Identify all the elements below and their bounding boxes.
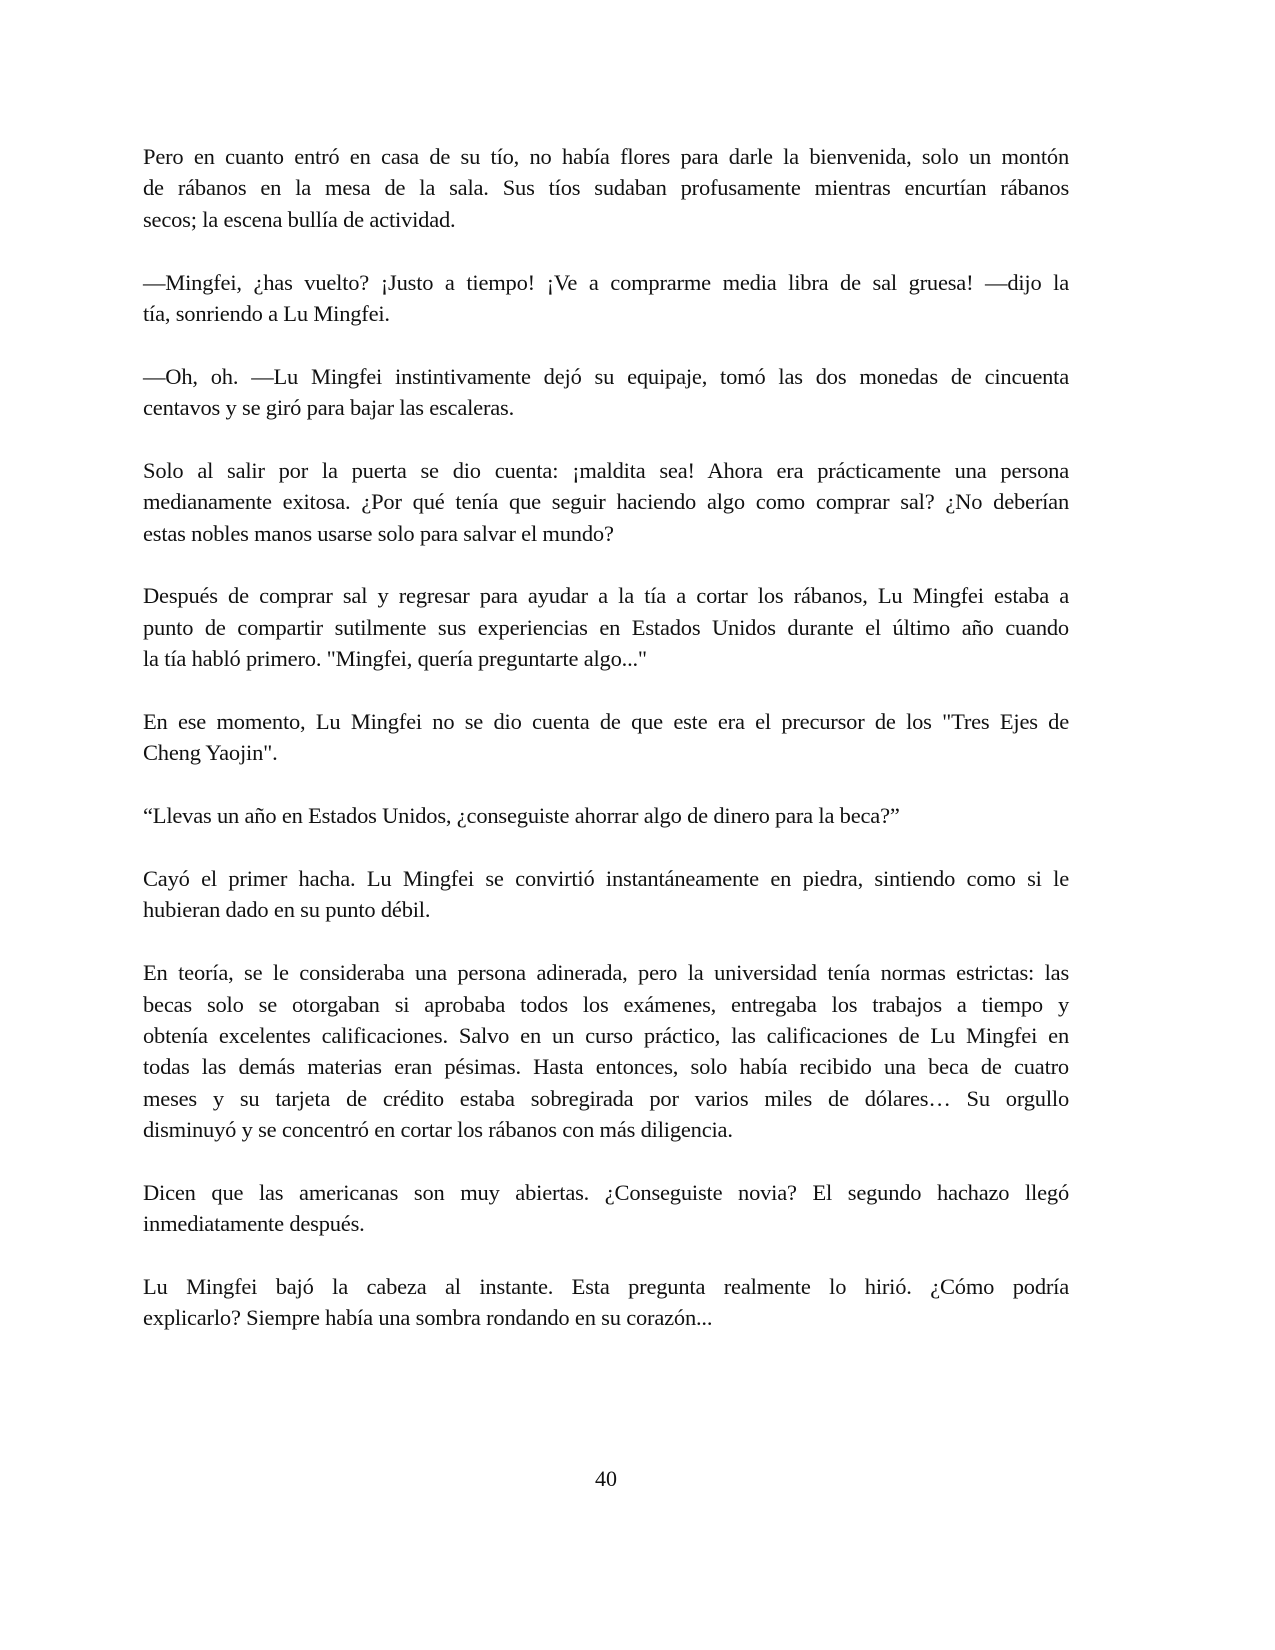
text-line: Después de comprar sal y regresar para ayudar a la tía a cortar los rábanos, Lu Mingfei estaba a [143, 583, 1069, 609]
text-line: inmediatamente después. [143, 1211, 365, 1237]
text-line: En ese momento, Lu Mingfei no se dio cuenta de que este era el precursor de los "Tres Ejes de [143, 709, 1069, 735]
paragraph [143, 580, 1069, 674]
text-line: obtenía excelentes calificaciones. Salvo en un curso práctico, las calificaciones de Lu Mingfei en [143, 1022, 1069, 1048]
text-line: Lu Mingfei bajó la cabeza al instante. Esta pregunta realmente lo hirió. ¿Cómo podría [143, 1274, 1069, 1300]
paragraph [143, 706, 1069, 769]
text-line: meses y su tarjeta de crédito estaba sobregirada por varios miles de dólares… Su orgullo [143, 1085, 1069, 1111]
text-line: Cheng Yaojin". [143, 740, 278, 766]
text-line: Solo al salir por la puerta se dio cuenta: ¡maldita sea! Ahora era prácticamente una persona [143, 457, 1069, 483]
text-line: centavos y se giró para bajar las escaleras. [143, 395, 515, 421]
text-line: punto de compartir sutilmente sus experiencias en Estados Unidos durante el último año cuando [143, 614, 1069, 640]
text-line: hubieran dado en su punto débil. [143, 897, 431, 923]
text-line: de rábanos en la mesa de la sala. Sus tíos sudaban profusamente mientras encurtían rábanos [143, 175, 1069, 201]
text-line: Pero en cuanto entró en casa de su tío, no había flores para darle la bienvenida, solo un montón [143, 144, 1069, 169]
paragraph [143, 361, 1069, 424]
text-line: explicarlo? Siempre había una sombra rondando en su corazón... [143, 1305, 713, 1331]
text-line: la tía habló primero. "Mingfei, quería preguntarte algo..." [143, 646, 647, 672]
text-line: becas solo se otorgaban si aprobaba todos los exámenes, entregaba los trabajos a tiempo y [143, 991, 1069, 1017]
text-line: secos; la escena bullía de actividad. [143, 206, 456, 232]
text-line: En teoría, se le consideraba una persona adinerada, pero la universidad tenía normas estrictas: las [143, 960, 1069, 986]
paragraph [143, 800, 1069, 831]
page-number: 40 [595, 1466, 617, 1491]
text-line: “Llevas un año en Estados Unidos, ¿conseguiste ahorrar algo de dinero para la beca?” [143, 803, 900, 829]
paragraph [143, 267, 1069, 330]
paragraph [143, 1177, 1069, 1240]
text-line: —Mingfei, ¿has vuelto? ¡Justo a tiempo! ¡Ve a comprarme media libra de sal gruesa! —dijo la [143, 269, 1069, 295]
paragraph [143, 1271, 1069, 1334]
page-body [143, 141, 1069, 1365]
text-line: todas las demás materias eran pésimas. Hasta entonces, solo había recibido una beca de cuatro [143, 1054, 1069, 1080]
text-line: Dicen que las americanas son muy abiertas. ¿Conseguiste novia? El segundo hachazo llegó [143, 1179, 1069, 1205]
text-line: —Oh, oh. —Lu Mingfei instintivamente dejó su equipaje, tomó las dos monedas de cincuenta [143, 363, 1069, 389]
paragraph [143, 863, 1069, 926]
text-line: estas nobles manos usarse solo para salvar el mundo? [143, 520, 614, 546]
paragraph [143, 957, 1069, 1145]
paragraph [143, 141, 1069, 235]
paragraph [143, 455, 1069, 549]
text-line: medianamente exitosa. ¿Por qué tenía que seguir haciendo algo como comprar sal? ¿No deberían [143, 489, 1069, 515]
text-line: Cayó el primer hacha. Lu Mingfei se convirtió instantáneamente en piedra, sintiendo como si le [143, 865, 1069, 891]
text-line: tía, sonriendo a Lu Mingfei. [143, 300, 390, 326]
text-line: disminuyó y se concentró en cortar los rábanos con más diligencia. [143, 1117, 733, 1143]
